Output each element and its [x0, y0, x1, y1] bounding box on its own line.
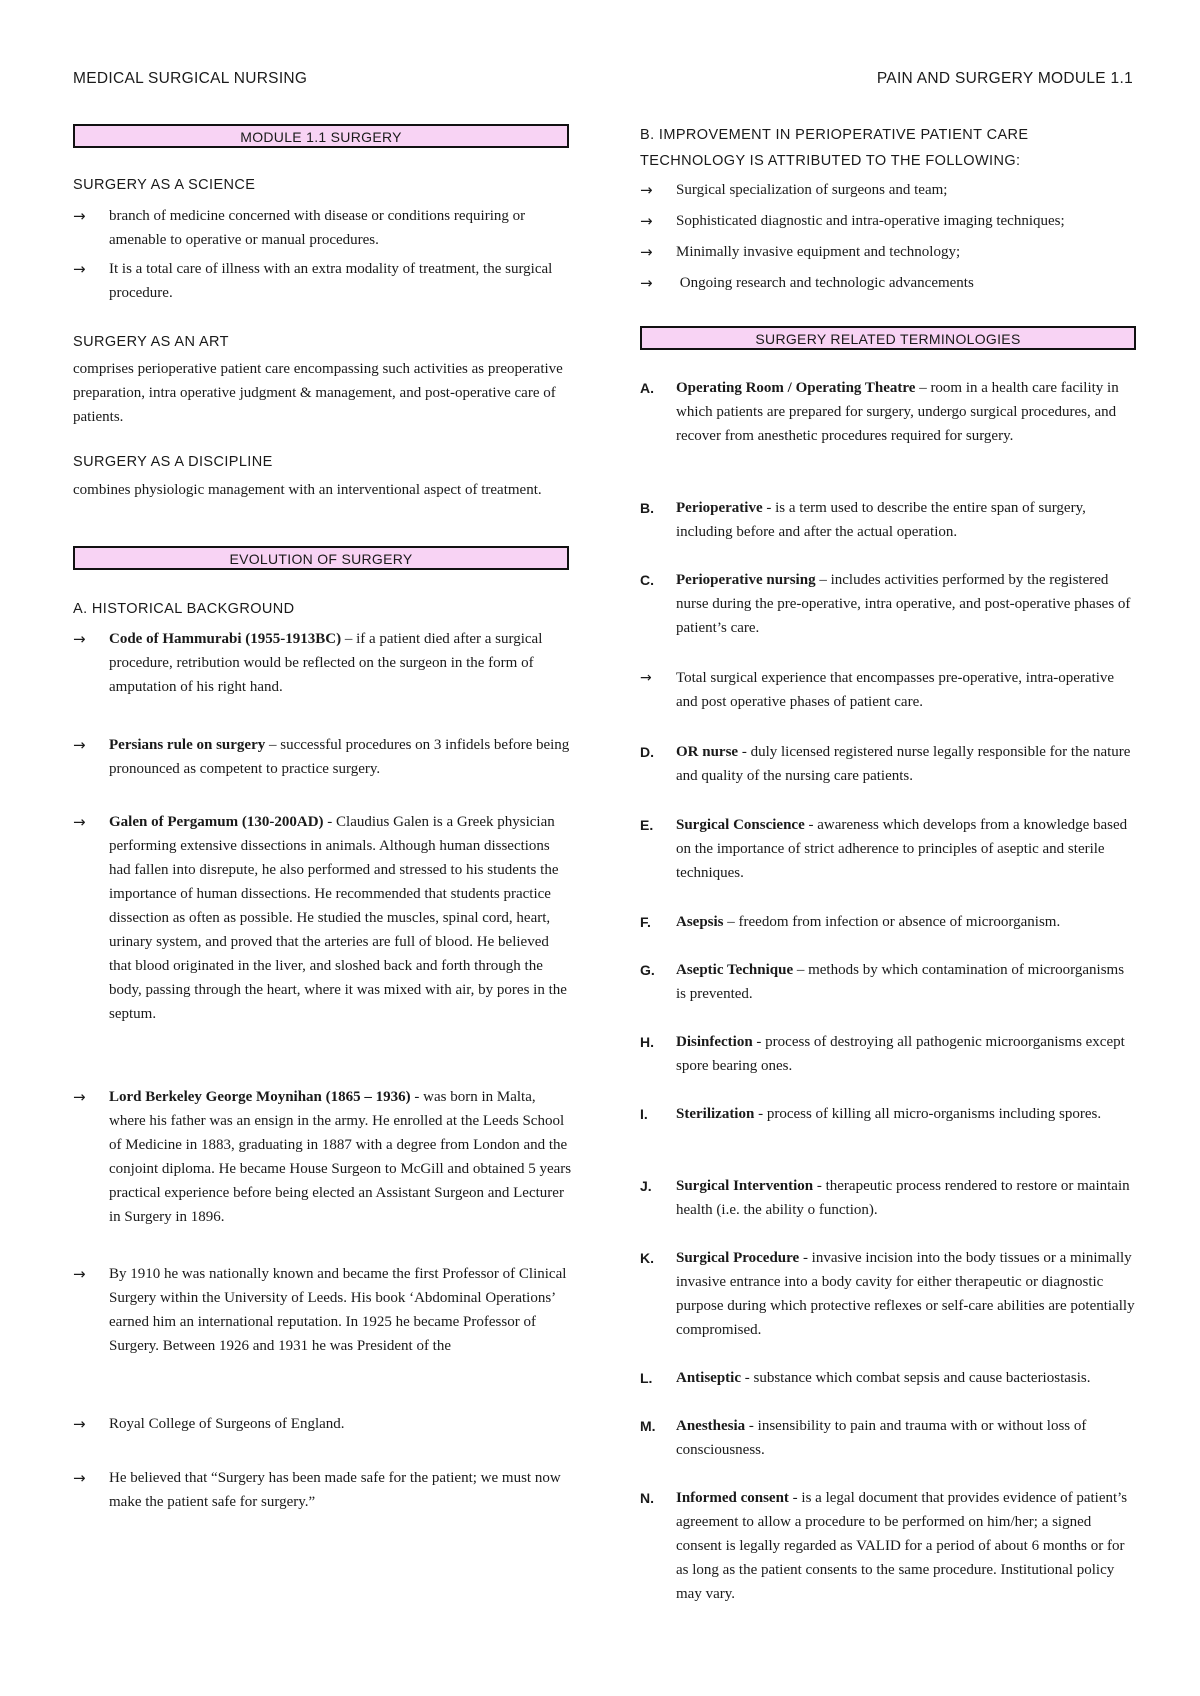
- history-item: → Galen of Pergamum (130-200AD) - Claudius Galen is a Greek physician performing extensive dissections in animals. Although human dissections had fallen into disrepute, he also performed and stressed to his students the importance of human dissections. He recommended that students practice dissection as often as possible. He studied the muscles, spinal cord, heart, urinary system, and proved that the arteries are full of blood. He believed that blood originated in the liver, and sloshed back and forth through the body, passing through the heart, where it was mixed with air, by pores in the septum.: [73, 810, 573, 1026]
- arrow-icon: →: [73, 207, 86, 225]
- science-heading: SURGERY AS A SCIENCE: [73, 177, 256, 193]
- term-item: E. Surgical Conscience - awareness which develops from a knowledge based on the importance of strict adherence to principles of aseptic and sterile techniques.: [640, 817, 1128, 881]
- discipline-text: combines physiologic management with an interventional aspect of treatment.: [73, 482, 542, 498]
- term-item: K. Surgical Procedure - invasive incision into the body tissues or a minimally invasive entrance into a body cavity for either therapeutic or diagnostic purpose during which protective reflexes or self-care abilities are potentially compromised.: [640, 1250, 1135, 1338]
- term-item: I. Sterilization - process of killing all micro-organisms including spores.: [640, 1106, 1102, 1122]
- history-item: → By 1910 he was nationally known and became the first Professor of Clinical Surgery within the University of Leeds. His book ‘Abdominal Operations’ earned him an international reputation. In 1925 he became Professor of Surgery. Between 1926 and 1931 he was President of the: [73, 1262, 573, 1358]
- art-heading: SURGERY AS AN ART: [73, 334, 229, 350]
- art-text: comprises perioperative patient care encompassing such activities as preoperative preparation, intra operative judgment & management, and post-operative care of patients.: [73, 361, 563, 425]
- arrow-icon: →: [73, 1265, 86, 1283]
- arrow-icon: →: [640, 670, 652, 686]
- arrow-icon: →: [640, 212, 653, 230]
- term-item: C. Perioperative nursing – includes activities performed by the registered nurse during the pre-operative, intra operative, and post-operative phases of patient’s care.: [640, 572, 1131, 636]
- terms-title-box: SURGERY RELATED TERMINOLOGIES: [640, 326, 1136, 350]
- improvement-item: → Surgical specialization of surgeons and team;: [640, 178, 1135, 202]
- improvement-heading: B. IMPROVEMENT IN PERIOPERATIVE PATIENT CARE TECHNOLOGY IS ATTRIBUTED TO THE FOLLOWING:: [640, 127, 1029, 169]
- arrow-icon: →: [73, 1415, 86, 1433]
- history-item: → He believed that “Surgery has been made safe for the patient; we must now make the patient safe for surgery.”: [73, 1466, 573, 1514]
- term-item: M. Anesthesia - insensibility to pain and trauma with or without loss of consciousness.: [640, 1418, 1087, 1458]
- arrow-icon: →: [73, 1469, 86, 1487]
- arrow-icon: →: [73, 630, 86, 648]
- term-item: D. OR nurse - duly licensed registered nurse legally responsible for the nature and quality of the nursing care patients.: [640, 744, 1131, 784]
- term-item: F. Asepsis – freedom from infection or absence of microorganism.: [640, 914, 1061, 930]
- term-item: L. Antiseptic - substance which combat sepsis and cause bacteriostasis.: [640, 1370, 1091, 1386]
- term-item: H. Disinfection - process of destroying all pathogenic microorganisms except spore bearing ones.: [640, 1034, 1125, 1074]
- improvement-item: → Sophisticated diagnostic and intra-operative imaging techniques;: [640, 209, 1135, 233]
- improvement-item: → Minimally invasive equipment and technology;: [640, 240, 1135, 264]
- historical-heading: A. HISTORICAL BACKGROUND: [73, 601, 295, 617]
- science-item: → It is a total care of illness with an extra modality of treatment, the surgical procedure.: [73, 257, 573, 305]
- arrow-icon: →: [640, 181, 653, 199]
- term-item: N. Informed consent - is a legal document that provides evidence of patient’s agreement to allow a procedure to be performed on him/her; a signed consent is legally regarded as VALID for a period of about 6 months or for as long as the patient consents to the same procedure. Institutional policy may vary.: [640, 1490, 1128, 1602]
- arrow-icon: →: [640, 274, 653, 292]
- term-item: B. Perioperative - is a term used to describe the entire span of surgery, including before and after the actual operation.: [640, 500, 1086, 540]
- history-item: → Code of Hammurabi (1955-1913BC) – if a patient died after a surgical procedure, retribution would be reflected on the surgeon in the form of amputation of his right hand.: [73, 627, 573, 699]
- module-title-box: MODULE 1.1 SURGERY: [73, 124, 569, 148]
- history-item: → Lord Berkeley George Moynihan (1865 – 1936) - was born in Malta, where his father was an ensign in the army. He enrolled at the Leeds School of Medicine in 1883, graduating in 1887 with a degree from London and the conjoint diploma. He became House Surgeon to McGill and obtained 5 years practical experience before being elected an Assistant Surgeon and Lecturer in Surgery in 1896.: [73, 1085, 573, 1229]
- arrow-icon: →: [73, 736, 86, 754]
- page-header: [73, 70, 1133, 94]
- improvement-item: → Ongoing research and technologic advancements: [640, 271, 1135, 295]
- term-item: J. Surgical Intervention - therapeutic process rendered to restore or maintain health (i.e. the ability o function).: [640, 1178, 1130, 1218]
- arrow-icon: →: [73, 813, 86, 831]
- term-item: → Total surgical experience that encompasses pre-operative, intra-operative and post operative phases of patient care.: [640, 666, 1135, 714]
- arrow-icon: →: [73, 260, 86, 278]
- science-item: → branch of medicine concerned with disease or conditions requiring or amenable to operative or manual procedures.: [73, 204, 573, 252]
- arrow-icon: →: [640, 243, 653, 261]
- history-item: → Royal College of Surgeons of England.: [73, 1412, 573, 1436]
- term-item: A. Operating Room / Operating Theatre – room in a health care facility in which patients are prepared for surgery, undergo surgical procedures, and recover from anesthetic procedures required for surgery.: [640, 380, 1119, 444]
- arrow-icon: →: [73, 1088, 86, 1106]
- term-item: G. Aseptic Technique – methods by which contamination of microorganisms is prevented.: [640, 962, 1125, 1002]
- evolution-title-box: EVOLUTION OF SURGERY: [73, 546, 569, 570]
- discipline-heading: SURGERY AS A DISCIPLINE: [73, 454, 273, 470]
- header-course-title: MEDICAL SURGICAL NURSING: [73, 70, 308, 87]
- history-item: → Persians rule on surgery – successful procedures on 3 infidels before being pronounced as competent to practice surgery.: [73, 733, 573, 781]
- header-module-title: PAIN AND SURGERY MODULE 1.1: [876, 70, 1133, 87]
